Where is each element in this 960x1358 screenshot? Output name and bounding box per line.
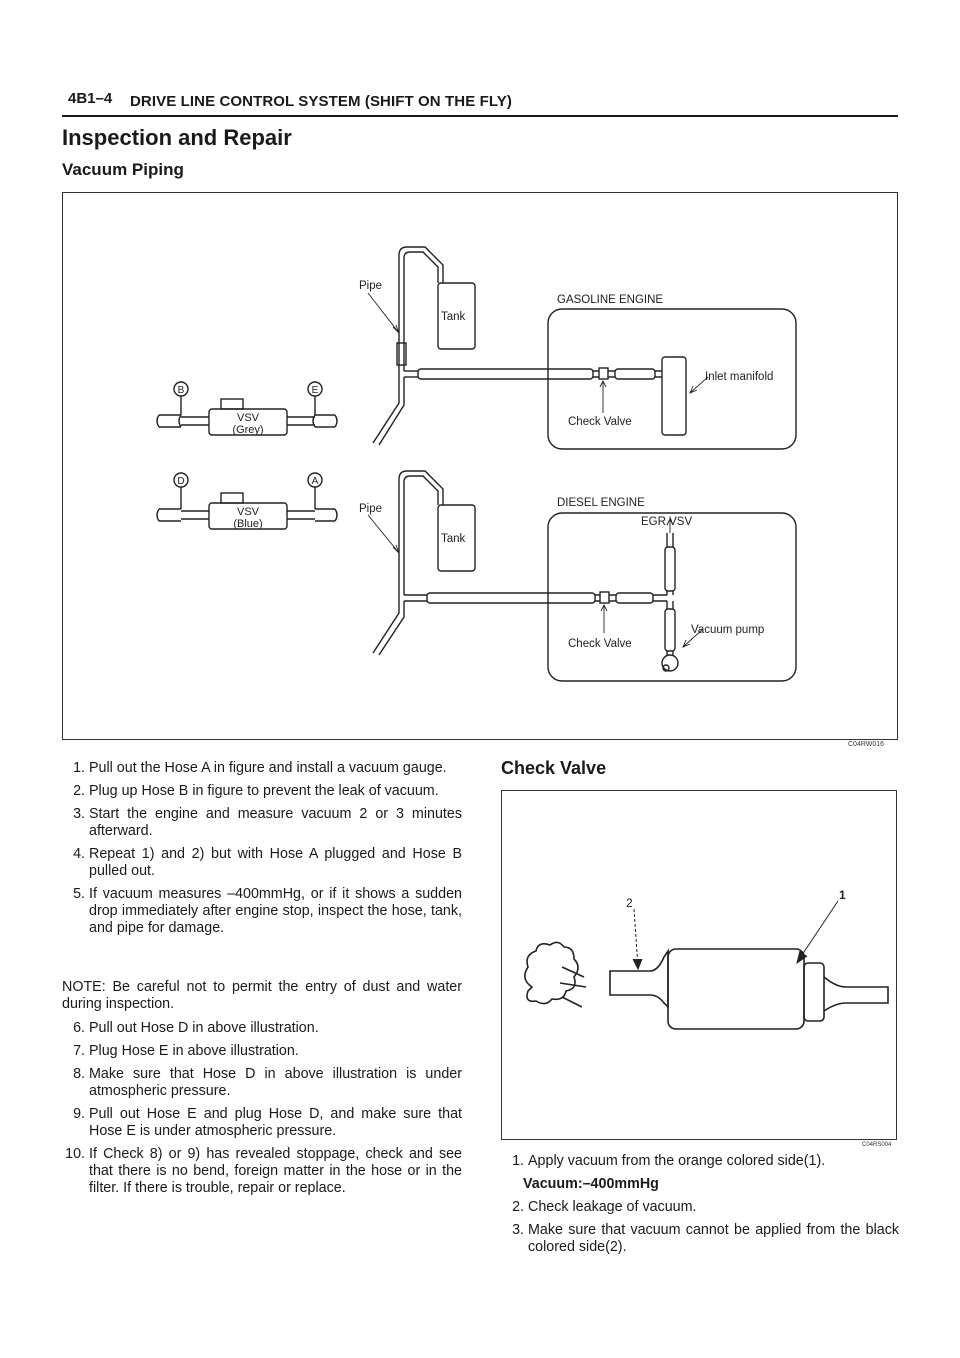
check-valve-label-bottom: Check Valve [568,638,632,650]
list-item: 7. Plug Hose E in above illustration. [73,1043,299,1059]
hose-vacuum-pump [665,609,675,651]
tank-label-bottom: Tank [441,533,466,545]
valve-orange-side [824,977,888,1011]
air-puff-icon [525,942,578,1003]
vsv-blue-terminal [221,493,243,503]
gasoline-engine-label: GASOLINE ENGINE [557,294,664,306]
hose-egr [665,547,675,591]
inlet-manifold-label: Inlet manifold [705,371,774,383]
check-valve-steps-a [501,1153,899,1170]
header-rule [62,115,898,117]
check-valve-title: Check Valve [501,758,607,778]
check-valve-diagram [502,791,896,1139]
list-item: 3. Start the engine and measure vacuum 2 or 3 minutes afterward. [73,806,462,839]
pipe-top-upper-inner [404,252,438,371]
check-valve-steps [501,1153,899,1262]
list-item: 1. Apply vacuum from the orange colored side(1). [512,1153,826,1169]
vacuum-pump-icon [662,655,678,671]
vsv-grey-label: VSV [236,412,260,424]
vsv-grey-terminal [221,399,243,409]
hose-top-short [615,369,655,379]
pipe-top-lower-inner [379,377,404,445]
check-valve-steps-b [501,1199,899,1256]
page-number: 4B1–4 [68,90,113,107]
list-item: 5. If vacuum measures –400mmHg, or if it shows a sudden drop immediately after engine stop, inspect the hose, tank, and pipe for damage. [73,886,462,936]
valve-body [668,949,804,1029]
list-item: 3. Make sure that vacuum cannot be applied from the black colored side(2). [512,1222,899,1255]
vsv-blue-color: (Blue) [233,518,263,530]
list-item: 8. Make sure that Hose D in above illustration is under atmospheric pressure. [73,1066,462,1099]
figure1-code: C04RW016 [848,741,885,748]
pipe-label-bottom: Pipe [359,503,383,515]
hose-b-label: B [177,385,185,396]
callout-2: 2 [626,896,633,910]
check-valve-top [599,368,608,379]
list-item: 2. Check leakage of vacuum. [512,1199,697,1215]
list-item: 2. Plug up Hose B in figure to prevent the leak of vacuum. [73,783,439,799]
vacuum-spec: Vacuum:–400mmHg [523,1176,659,1192]
list-item: 4. Repeat 1) and 2) but with Hose A plugged and Hose B pulled out. [73,846,462,879]
subsection-title: Vacuum Piping [62,160,184,179]
hose-bottom-long [427,593,595,603]
callout-1-leader [798,901,838,961]
vacuum-piping-figure [62,192,898,740]
callout-1: 1 [839,888,846,902]
list-item: 10. If Check 8) or 9) has revealed stoppage, check and see that there is no bend, foreign matter in the hose or in the filter. If there is trouble, repair or replace. [65,1146,462,1196]
check-valve-label-top: Check Valve [568,416,632,428]
check-valve-bottom [600,592,609,603]
section-title: Inspection and Repair [62,125,292,150]
hose-e-label: E [311,385,319,396]
inlet-manifold [662,357,686,435]
diesel-engine-label: DIESEL ENGINE [557,497,645,509]
vsv-grey-color: (Grey) [232,424,264,436]
list-item: 6. Pull out Hose D in above illustration. [73,1020,319,1036]
list-item: 1. Pull out the Hose A in figure and install a vacuum gauge. [73,760,447,776]
hose-a-label: A [311,476,319,487]
vsv-blue-label: VSV [236,506,260,518]
hose-top-long [418,369,593,379]
vacuum-piping-diagram [63,193,897,739]
valve-orange-collar [804,963,824,1021]
hose-bottom-short [616,593,653,603]
figure2-code: C04RS004 [862,1142,892,1148]
pipe-label-top: Pipe [359,280,383,292]
steps-list-b [62,1020,462,1203]
list-item: 9. Pull out Hose E and plug Hose D, and make sure that Hose E is under atmospheric pressure. [73,1106,462,1139]
tank-label-top: Tank [441,311,466,323]
hose-d-label: D [177,476,185,487]
running-title: DRIVE LINE CONTROL SYSTEM (SHIFT ON THE FLY) [130,93,512,110]
vacuum-pump-label: Vacuum pump [691,624,765,636]
steps-list-a [62,760,462,943]
egr-vsv-label: EGR.VSV [641,516,693,528]
note: NOTE: Be careful not to permit the entry of dust and water during inspection. [62,979,462,1012]
callout-2-leader [634,909,638,967]
check-valve-figure [501,790,897,1140]
pipe-top-lower [373,371,399,443]
